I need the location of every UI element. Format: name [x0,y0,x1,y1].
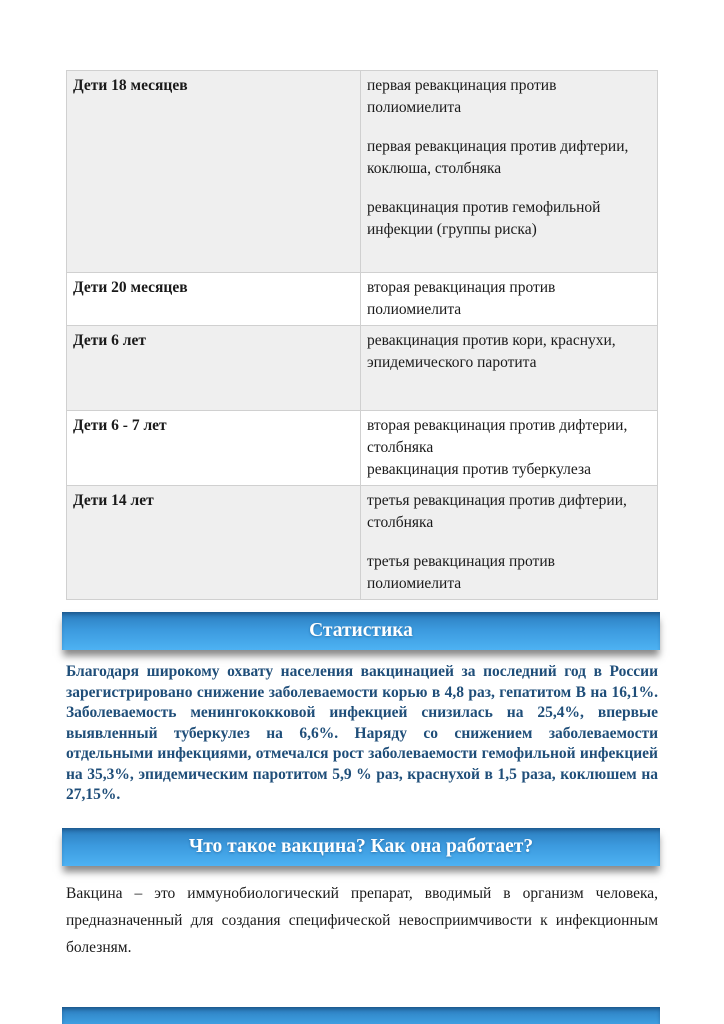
vaccination-item: первая ревакцинация против дифтерии, коклюша, столбняка [367,138,629,177]
table-row [67,486,658,600]
age-cell [67,273,361,326]
table-row [67,71,658,273]
section-banner-label: Статистика [309,620,413,641]
section-banner-what-is-vaccine [62,828,660,866]
vaccination-item: третья ревакцинация против полиомиелита [367,553,555,592]
age-label: Дети 6 - 7 лет [73,417,167,434]
vaccination-item: третья ревакцинация против дифтерии, столбняка [367,492,627,531]
age-label: Дети 18 месяцев [73,77,188,94]
vaccine-definition-paragraph: Вакцина – это иммунобиологический препарат, вводимый в организм человека, предназначенный для создания специфической невосприимчивости к инфекционным болезням. [66,885,658,956]
vaccination-cell [361,71,658,273]
table-row [67,326,658,411]
vaccination-cell [361,273,658,326]
age-cell [67,486,361,600]
section-banner-statistics [62,612,660,650]
vaccination-cell [361,326,658,411]
age-cell [67,411,361,486]
age-label: Дети 6 лет [73,332,146,349]
statistics-paragraph: Благодаря широкому охвату населения вакцинацией за последний год в России зарегистрировано снижение заболеваемости корью в 4,8 раз, гепатитом В на 16,1%. Заболеваемость менингококковой инфекцией снизилась на 25,4%, впервые выявленный туберкулез на 6,6%. Наряду со снижением заболеваемости отдельными инфекциями, отмечался рост заболеваемости гемофильной инфекцией на 35,3%, эпидемическим паротитом 5,9 % раз, краснухой в 1,5 раза, коклюшем на 27,15%. [66,663,658,803]
vaccination-item: вторая ревакцинация против полиомиелита [367,279,556,318]
vaccination-item: вторая ревакцинация против дифтерии, столбняка [367,417,628,456]
vaccination-schedule-table [66,70,658,600]
vaccination-cell [361,486,658,600]
vaccination-cell [361,411,658,486]
age-label: Дети 14 лет [73,492,154,509]
vaccination-item: ревакцинация против гемофильной инфекции (группы риска) [367,199,601,238]
section-banner-label: Что такое вакцина? Как она работает? [188,836,534,857]
table-row [67,411,658,486]
age-label: Дети 20 месяцев [73,279,188,296]
vaccination-item: первая ревакцинация против полиомиелита [367,77,557,116]
table-row [67,273,658,326]
vaccination-item: ревакцинация против туберкулеза [367,461,591,478]
age-cell [67,326,361,411]
vaccination-item: ревакцинация против кори, краснухи, эпидемического паротита [367,332,616,371]
next-section-banner-cutoff [62,1007,660,1024]
age-cell [67,71,361,273]
